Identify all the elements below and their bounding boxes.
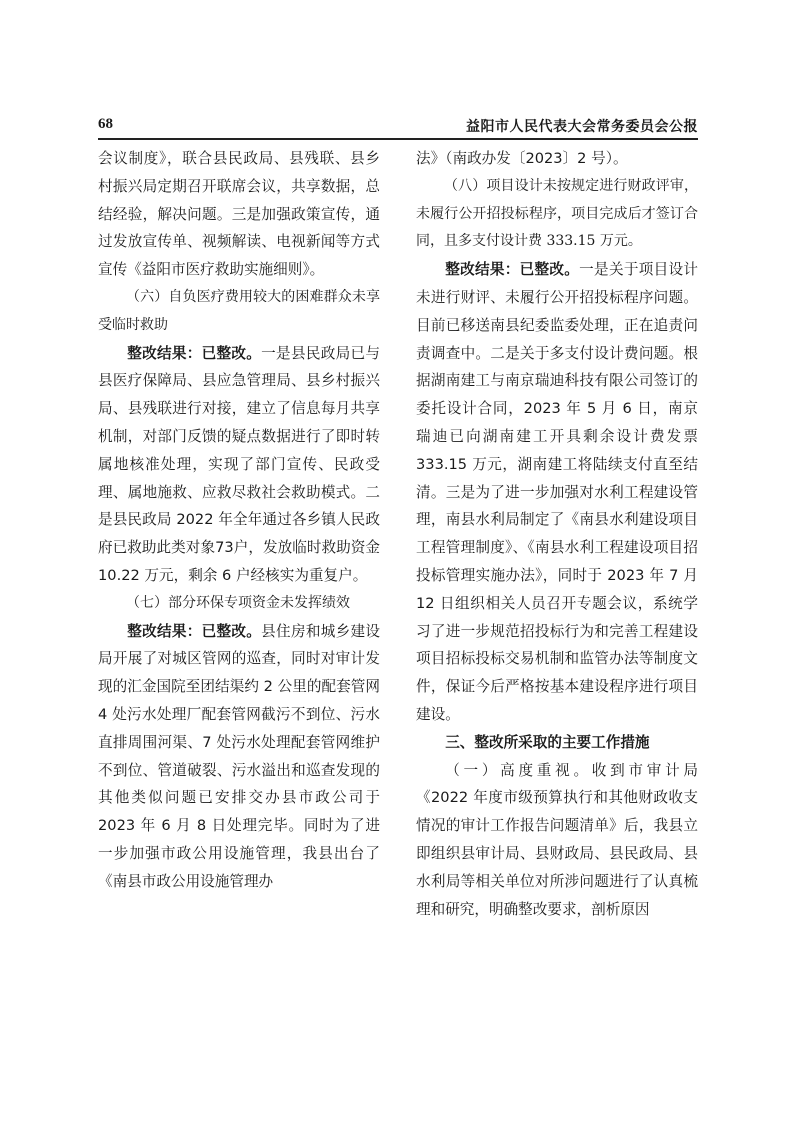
paragraph: 法》（南政办发〔2023〕2 号）。 [416,150,628,167]
paragraph-body: 一是县民政局已与县医疗保障局、县应急管理局、县乡村振兴局、县残联进行对接，建立了信息每月共享机制，对部门反馈的疑点数据进行了即时转属地核准处理，实现了部门宣传、民政受理、属地施救、应救尽救社会救助模式。二是县民政局 2022 年全年通过各乡镇人民政府已救助此类对象73户，发放临时救助资金 10.22 万元，剩余 6 户经核实为重复户。 [98,344,380,584]
paragraph-body: 一是关于项目设计未进行财评、未履行公开招投标程序问题。目前已移送南县纪委监委处理，正在追责问责调查中。二是关于多支付设计费问题。根据湖南建工与南京瑞迪科技有限公司签订的委托设计合同，2023 年 5 月 6 日，南京瑞迪已向湖南建工开具剩余设计费发票 333.15 万元，湖南建工将陆续支付直至结清。三是为了进一步加强对水利工程建设管理，南县水利局制定了《南县水利建设项目工程管理制度》、《南县水利工程建设项目招投标管理实施办法》，同时于 2023 年 7 月 12 日组织相关人员召开专题会议，系统学习了进一步规范招投标行为和完善工程建设项目招标投标交易机制和监管办法等制度文件，保证今后严格按基本建设程序进行项目建设。 [416,261,698,723]
subheading: （八）项目设计未按规定进行财政评审，未履行公开招投标程序，项目完成后才签订合同，且多支付设计费 333.15 万元。 [416,177,698,250]
paragraph [98,618,380,896]
paragraph [416,256,698,729]
page-number: 68 [98,116,113,132]
paragraph-body: 县住房和城乡建设局开展了对城区管网的巡查，同时对审计发现的汇金国院至团结渠约 2 公里的配套管网 4 处污水处理厂配套管网截污不到位、污水直排周围河渠、7 处污水处理配套管网维护不到位、管道破裂、污水溢出和巡查发现的其他类似问题已安排交办县市政公司于 2023 年 6 月 8 日处理完毕。同时为了进一步加强市政公用设施管理，我县出台了《南县市政公用设施管理办 [98,622,380,890]
left-column [98,145,380,896]
subheading: （七）部分环保专项资金未发挥绩效 [126,594,350,611]
paragraph: 会议制度》，联合县民政局、县残联、县乡村振兴局定期召开联席会议，共享数据，总结经验，解决问题。三是加强政策宣传，通过发放宣传单、视频解读、电视新闻等方式宣传《益阳市医疗救助实施细则》。 [98,150,380,279]
paragraph [98,340,380,590]
journal-title: 益阳市人民代表大会常务委员会公报 [466,119,698,135]
header-rule [98,138,698,140]
right-column [416,145,698,923]
subheading: （六）自负医疗费用较大的困难群众未享受临时救助 [98,288,380,333]
result-label: 整改结果：已整改。 [127,622,262,640]
result-label: 整改结果：已整改。 [127,344,262,362]
result-label: 整改结果：已整改。 [445,261,580,279]
page-header [98,116,698,136]
section-heading: 三、整改所采取的主要工作措施 [445,733,650,751]
paragraph: （一）高度重视。收到市审计局《2022 年度市级预算执行和其他财政收支情况的审计工作报告问题清单》后，我县立即组织县审计局、县财政局、县民政局、县水利局等相关单位对所涉问题进行了认真梳理和研究，明确整改要求，剖析原因 [416,761,698,918]
